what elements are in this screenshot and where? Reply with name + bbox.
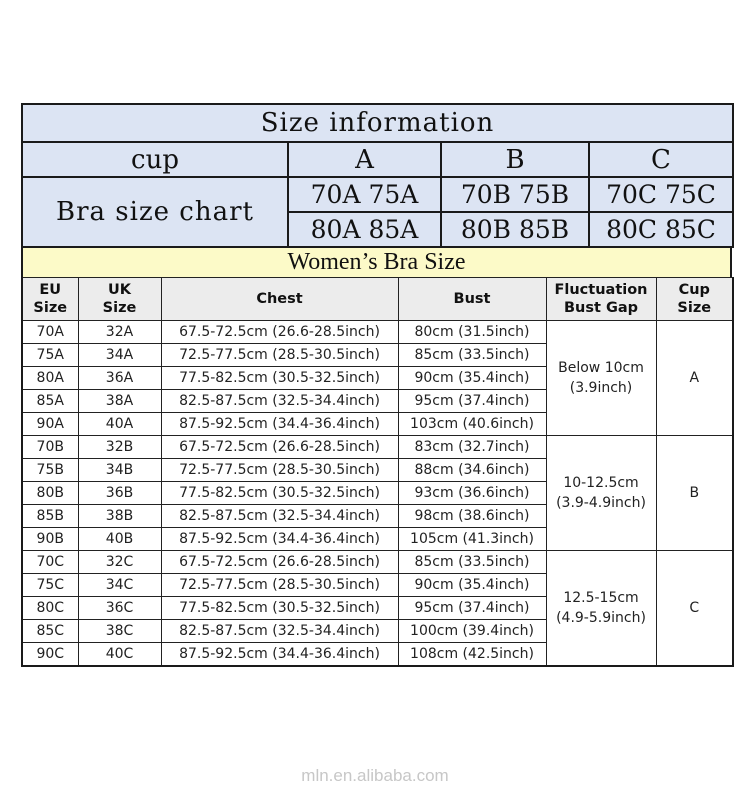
uk-size-cell: 40B: [78, 528, 161, 551]
eu-size-cell: 85A: [22, 390, 78, 413]
bust-cell: 93cm (36.6inch): [398, 482, 546, 505]
bust-cell: 105cm (41.3inch): [398, 528, 546, 551]
bust-cell: 95cm (37.4inch): [398, 597, 546, 620]
eu-size-cell: 90A: [22, 413, 78, 436]
bust-gap-cell-a: Below 10cm (3.9inch): [546, 321, 656, 436]
uk-size-cell: 32C: [78, 551, 161, 574]
uk-size-cell: 38C: [78, 620, 161, 643]
bust-gap-cell-b: 10-12.5cm (3.9-4.9inch): [546, 436, 656, 551]
chest-cell: 72.5-77.5cm (28.5-30.5inch): [161, 344, 398, 367]
eu-size-cell: 90C: [22, 643, 78, 667]
cup-label: cup: [22, 142, 288, 177]
chest-cell: 72.5-77.5cm (28.5-30.5inch): [161, 459, 398, 482]
eu-size-cell: 80A: [22, 367, 78, 390]
uk-size-cell: 40A: [78, 413, 161, 436]
bust-cell: 108cm (42.5inch): [398, 643, 546, 667]
chest-cell: 87.5-92.5cm (34.4-36.4inch): [161, 528, 398, 551]
bust-cell: 88cm (34.6inch): [398, 459, 546, 482]
bust-cell: 83cm (32.7inch): [398, 436, 546, 459]
eu-size-cell: 80C: [22, 597, 78, 620]
eu-size-cell: 75C: [22, 574, 78, 597]
bust-gap-cell-c: 12.5-15cm (4.9-5.9inch): [546, 551, 656, 667]
table-row: [22, 436, 733, 459]
sizes-c-row2: 80C 85C: [589, 212, 733, 247]
eu-size-cell: 70C: [22, 551, 78, 574]
eu-size-cell: 90B: [22, 528, 78, 551]
cup-b-header: B: [441, 142, 589, 177]
sizes-a-row1: 70A 75A: [288, 177, 441, 212]
chest-cell: 77.5-82.5cm (30.5-32.5inch): [161, 597, 398, 620]
cup-size-cell-c: C: [656, 551, 733, 667]
bust-header: Bust: [398, 278, 546, 321]
bust-cell: 85cm (33.5inch): [398, 344, 546, 367]
eu-size-header: EU Size: [22, 278, 78, 321]
eu-size-cell: 85C: [22, 620, 78, 643]
uk-size-cell: 38B: [78, 505, 161, 528]
table-row: [22, 551, 733, 574]
womens-bra-size-table: [21, 277, 734, 667]
cup-size-cell-b: B: [656, 436, 733, 551]
table-row: [22, 321, 733, 344]
cup-c-header: C: [589, 142, 733, 177]
eu-size-cell: 70A: [22, 321, 78, 344]
chest-header: Chest: [161, 278, 398, 321]
uk-size-cell: 40C: [78, 643, 161, 667]
uk-size-cell: 36C: [78, 597, 161, 620]
chest-cell: 87.5-92.5cm (34.4-36.4inch): [161, 413, 398, 436]
bust-cell: 90cm (35.4inch): [398, 367, 546, 390]
chest-cell: 67.5-72.5cm (26.6-28.5inch): [161, 551, 398, 574]
sizes-b-row2: 80B 85B: [441, 212, 589, 247]
uk-size-cell: 38A: [78, 390, 161, 413]
chest-cell: 82.5-87.5cm (32.5-34.4inch): [161, 620, 398, 643]
cup-size-header: Cup Size: [656, 278, 733, 321]
size-information-table: [21, 103, 734, 248]
sizes-b-row1: 70B 75B: [441, 177, 589, 212]
chest-cell: 82.5-87.5cm (32.5-34.4inch): [161, 390, 398, 413]
uk-size-cell: 36B: [78, 482, 161, 505]
size-chart: [21, 103, 732, 667]
chest-cell: 87.5-92.5cm (34.4-36.4inch): [161, 643, 398, 667]
eu-size-cell: 85B: [22, 505, 78, 528]
uk-size-cell: 36A: [78, 367, 161, 390]
chest-cell: 77.5-82.5cm (30.5-32.5inch): [161, 482, 398, 505]
watermark: mln.en.alibaba.com: [301, 766, 449, 785]
chest-cell: 82.5-87.5cm (32.5-34.4inch): [161, 505, 398, 528]
eu-size-cell: 75A: [22, 344, 78, 367]
sizes-a-row2: 80A 85A: [288, 212, 441, 247]
sizes-c-row1: 70C 75C: [589, 177, 733, 212]
bust-cell: 98cm (38.6inch): [398, 505, 546, 528]
womens-bra-size-title: Women’s Bra Size: [21, 248, 732, 277]
bust-cell: 95cm (37.4inch): [398, 390, 546, 413]
uk-size-cell: 34C: [78, 574, 161, 597]
uk-size-cell: 34B: [78, 459, 161, 482]
chest-cell: 67.5-72.5cm (26.6-28.5inch): [161, 436, 398, 459]
bust-cell: 100cm (39.4inch): [398, 620, 546, 643]
uk-size-header: UK Size: [78, 278, 161, 321]
eu-size-cell: 70B: [22, 436, 78, 459]
bust-cell: 85cm (33.5inch): [398, 551, 546, 574]
bust-gap-header: Fluctuation Bust Gap: [546, 278, 656, 321]
uk-size-cell: 32A: [78, 321, 161, 344]
chest-cell: 67.5-72.5cm (26.6-28.5inch): [161, 321, 398, 344]
bust-cell: 80cm (31.5inch): [398, 321, 546, 344]
chest-cell: 72.5-77.5cm (28.5-30.5inch): [161, 574, 398, 597]
eu-size-cell: 75B: [22, 459, 78, 482]
uk-size-cell: 32B: [78, 436, 161, 459]
chest-cell: 77.5-82.5cm (30.5-32.5inch): [161, 367, 398, 390]
eu-size-cell: 80B: [22, 482, 78, 505]
size-information-title: Size information: [22, 104, 733, 142]
bust-cell: 103cm (40.6inch): [398, 413, 546, 436]
bra-size-chart-label: Bra size chart: [22, 177, 288, 247]
cup-a-header: A: [288, 142, 441, 177]
uk-size-cell: 34A: [78, 344, 161, 367]
bust-cell: 90cm (35.4inch): [398, 574, 546, 597]
cup-size-cell-a: A: [656, 321, 733, 436]
header-row: [22, 278, 733, 321]
